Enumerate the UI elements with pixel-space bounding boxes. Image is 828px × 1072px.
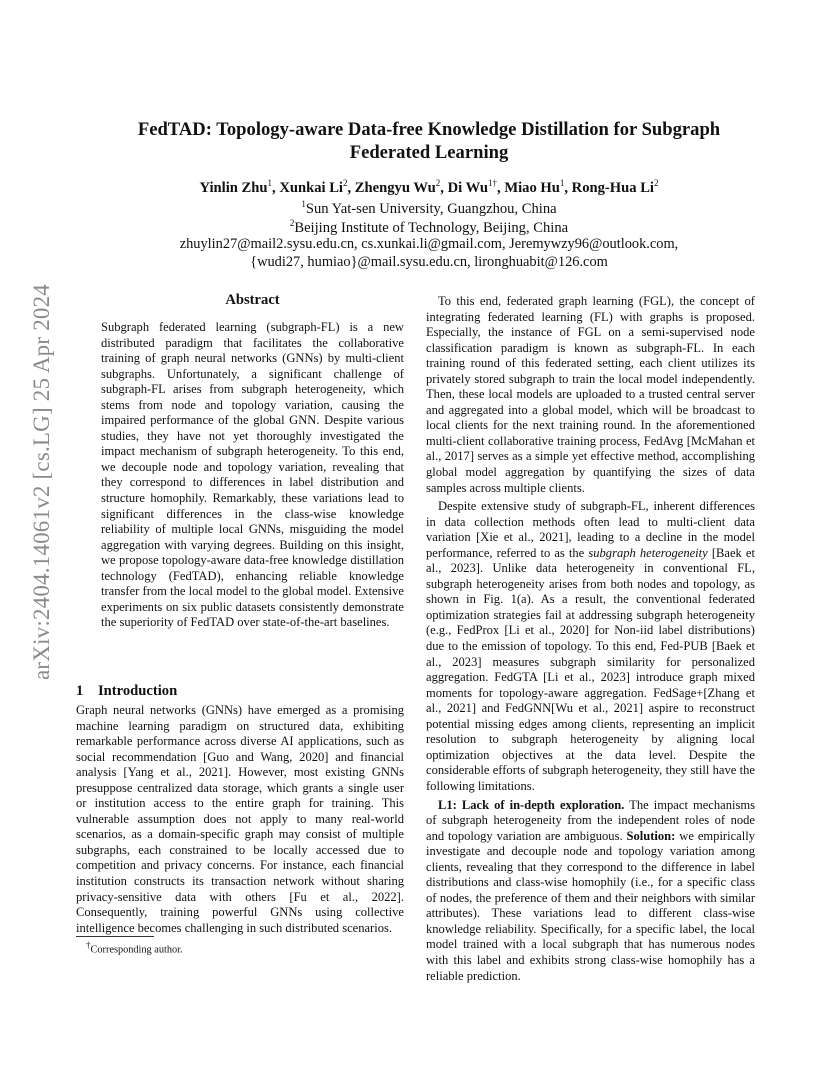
- title-line-1: FedTAD: Topology-aware Data-free Knowledge Distillation for Subgraph: [137, 119, 721, 140]
- body-paragraph: Despite extensive study of subgraph-FL, inherent differences in data collection methods often lead to multi-client data variation [Xie et al., 2021], leading to a decline in the model performance, referred to as the subgraph heterogeneity [Baek et al., 2023]. Unlike data heterogeneity in conventional FL, subgraph heterogeneity arises from both nodes and topology, as shown in Fig. 1(a). As a result, the conventional federated optimization strategies fail at addressing subgraph heterogeneity (e.g., FedProx [Li et al., 2020] for Non-iid label distributions) due to the emission of topology. To this end, Fed-PUB [Baek et al., 2023] measures subgraph similarity for personalized aggregation. FedGTA [Li et al., 2023] introduce graph mixed moments for topology-aware aggregation. FedSage+[Zhang et al., 2021] and FedGNN[Wu et al., 2021] aspire to reconstruct potential missing edges among clients, representing an implicit resolution to subgraph heterogeneity by aligning local optimization objectives at the data level. Despite the considerable efforts of subgraph heterogeneity, they still have the following limitations.: [426, 499, 755, 793]
- author: Zhengyu Wu$^2$: [354, 178, 441, 196]
- introduction-body: [76, 703, 404, 936]
- abstract-paragraph: Subgraph federated learning (subgraph-FL) is a new distributed paradigm that facilitates the collaborative training of graph neural networks (GNNs) by multi-client subgraphs. Unfortunately, a significant challenge of subgraph-FL arises from subgraph heterogeneity, which stems from node and topology variation, causing the impaired performance of the global GNN. Despite various studies, they have not yet thoroughly investigated the impact mechanism of subgraph heterogeneity. To this end, we decouple node and topology variation, revealing that they correspond to differences in label distribution and structure homophily. Remarkably, these variations lead to significant differences in the class-wise knowledge reliability of multiple local GNNs, misguiding the model aggregation with varying degrees. Building on this insight, we propose topology-aware data-free knowledge distillation technology (FedTAD), enhancing reliable knowledge transfer from the local model to the global model. Extensive experiments on six public datasets consistently demonstrate the superiority of FedTAD over state-of-the-art baselines.: [101, 320, 404, 630]
- paper-title: [100, 118, 758, 164]
- arxiv-identifier-text: arXiv:2404.14061v2 [cs.LG] 25 Apr 2024: [29, 284, 54, 680]
- footnote: †Corresponding author.: [86, 940, 183, 956]
- section-number: 1: [76, 683, 84, 699]
- affiliation: $^1$Sun Yat-sen University, Guangzhou, China: [301, 199, 557, 217]
- right-column: [426, 294, 755, 984]
- arxiv-identifier: [22, 284, 62, 680]
- abstract-body: [101, 320, 404, 631]
- intro-paragraph: Graph neural networks (GNNs) have emerged as a promising machine learning paradigm on structured data, exhibiting remarkable performance across diverse AI applications, such as social recommendation [Guo and Wang, 2020] and financial analysis [Yang et al., 2021]. However, most existing GNNs presuppose centralized data storage, which grants a single user or institution access to the entire graph for training. This vulnerable assumption does not apply to many real-world scenarios, as a domain-specific graph may consist of multiple subgraphs, each constrained to be locally accessed due to competition and privacy concerns. For instance, each financial institution constructs its transaction network without sharing privacy-sensitive data with others [Fu et al., 2022]. Consequently, training powerful GNNs using collective intelligence becomes challenging in such distributed scenarios.: [76, 703, 404, 935]
- author: Yinlin Zhu$^1$: [199, 178, 273, 196]
- abstract-heading: Abstract: [225, 292, 280, 308]
- footnote-rule: [76, 936, 154, 937]
- emails-line-2: {wudi27, humiao}@mail.sysu.edu.cn, lironghuabit@126.com: [250, 254, 608, 270]
- affiliation: $^2$Beijing Institute of Technology, Beijing, China: [289, 218, 569, 236]
- body-paragraph: To this end, federated graph learning (FGL), the concept of integrating federated learning (FL) with graphs is proposed. Especially, the instance of FGL on a semi-supervised node classification paradigm is known as subgraph-FL. In each training round of this federated setting, each client utilizes its privately stored subgraph to train the local model independently. Then, these local models are uploaded to a trusted central server and aggregated into a global model, which will be broadcast to local clients for the next training round. In the aforementioned multi-client collaborative training process, FedAvg [McMahan et al., 2017] serves as a simple yet effective method, accomplishing global model aggregation by quantifying the sizes of data samples across multiple clients.: [426, 294, 755, 495]
- body-paragraph: L1: Lack of in-depth exploration. The impact mechanisms of subgraph heterogeneity from the independent roles of node and topology variation are ambiguous. Solution: we empirically investigate and decouple node and topology variation among clients, revealing that they correspond to the difference in label distributions and class-wise homophily (i.e., for a specific class of nodes, the preference of them and their neighbors with similar attributes). These variations lead to different class-wise knowledge reliability. Specifically, for a specific label, the local model trained with a local subgraph that has numerous nodes with this label and exhibits strong class-wise homophily has a reliable prediction.: [426, 797, 755, 983]
- author: Xunkai Li$^2$: [279, 178, 348, 196]
- author: Di $Wu^{1\dagger}$: [447, 178, 498, 196]
- emails-line-1: zhuylin27@mail2.sysu.edu.cn, cs.xunkai.li@gmail.com, Jeremywzy96@outlook.com,: [179, 236, 679, 252]
- author: Miao Hu$^1$: [504, 178, 565, 196]
- section-heading: [76, 683, 177, 700]
- author-emails: [80, 235, 778, 271]
- author-list: Yinlin Zhu$^1$, Xunkai Li$^2$, Zhengyu Wu$^2$, Di $Wu^{1\dagger}$, Miao Hu$^1$, Rong-Hua Li$^2$: [199, 178, 659, 196]
- author: Rong-Hua Li$^2$: [571, 178, 659, 196]
- section-title: Introduction: [98, 683, 178, 699]
- title-line-2: Federated Learning: [349, 142, 509, 163]
